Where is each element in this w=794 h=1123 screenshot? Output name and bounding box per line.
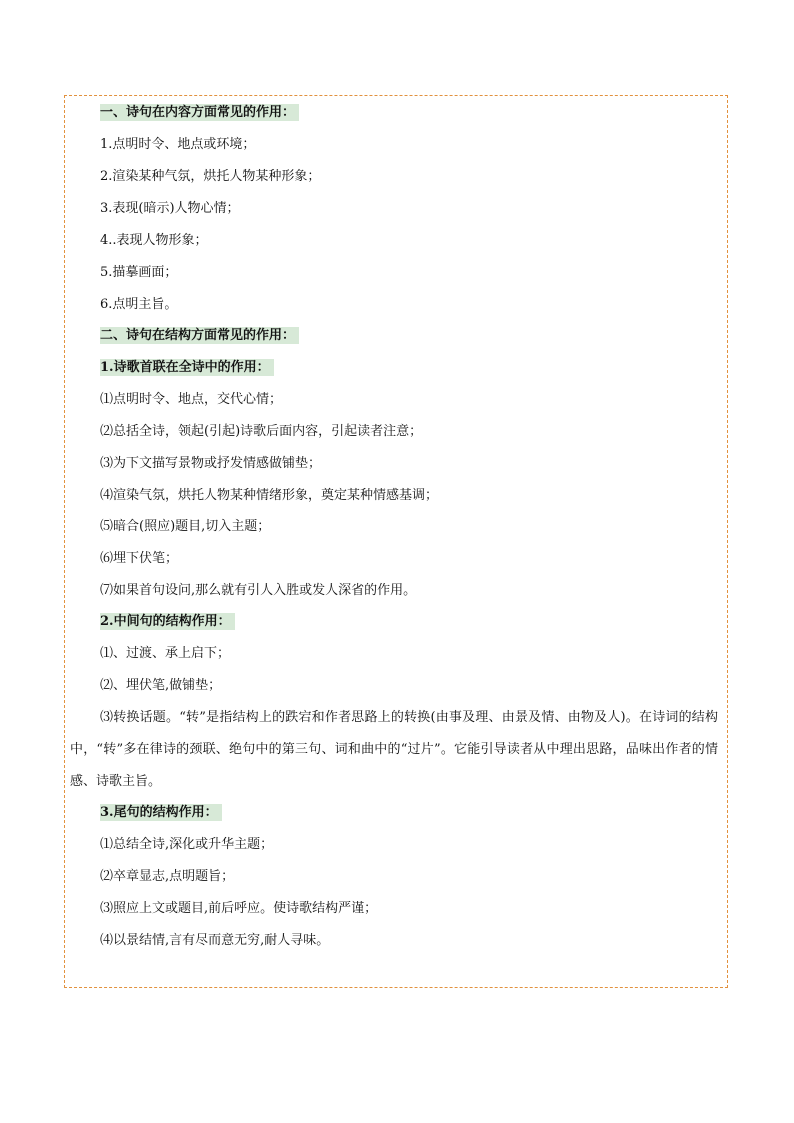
- sub3-heading: 3.尾句的结构作用：: [100, 804, 222, 822]
- sub1-item-3: ⑶为下文描写景物或抒发情感做铺垫；: [100, 456, 322, 471]
- sub1-item-5: ⑸暗合(照应)题目,切入主题；: [100, 519, 271, 534]
- sub2-heading: 2.中间句的结构作用：: [100, 613, 235, 631]
- section1-item-3: 3.表现(暗示)人物心情；: [100, 201, 240, 216]
- sub1-item-6: ⑹埋下伏笔；: [100, 551, 179, 566]
- section1-item-2: 2.渲染某种气氛，烘托人物某种形象；: [100, 169, 321, 184]
- sub3-item-3: ⑶照应上文或题目,前后呼应。使诗歌结构严谨；: [100, 901, 378, 916]
- sub2-paragraph: ⑶转换话题。“转”是指结构上的跌宕和作者思路上的转换(由事及理、由景及情、由物及人)。在诗词的结构中，“转”多在律诗的颈联、绝句中的第三句、词和曲中的“过片”。它能引导读者从中理出思路，品味出作者的情感、诗歌主旨。: [70, 710, 718, 789]
- section2-heading: 二、诗句在结构方面常见的作用：: [100, 327, 299, 345]
- sub3-item-2: ⑵卒章显志,点明题旨；: [100, 869, 235, 884]
- sub1-heading: 1.诗歌首联在全诗中的作用：: [100, 359, 274, 377]
- sub1-item-7: ⑺如果首句设问,那么就有引人入胜或发人深省的作用。: [100, 583, 417, 598]
- sub1-item-4: ⑷渲染气氛，烘托人物某种情绪形象，奠定某种情感基调；: [100, 488, 439, 503]
- sub2-item-2: ⑵、埋伏笔,做铺垫；: [100, 678, 222, 693]
- sub1-item-2: ⑵总括全诗，领起(引起)诗歌后面内容，引起读者注意；: [100, 424, 423, 439]
- section1-item-6: 6.点明主旨。: [100, 297, 178, 312]
- content-frame: [64, 95, 728, 988]
- sub1-item-1: ⑴点明时令、地点，交代心情；: [100, 392, 283, 407]
- section1-heading: 一、诗句在内容方面常见的作用：: [100, 104, 299, 122]
- section1-item-4: 4..表现人物形象；: [100, 233, 208, 248]
- sub3-item-1: ⑴总结全诗,深化或升华主题；: [100, 837, 274, 852]
- section1-item-5: 5.描摹画面；: [100, 265, 178, 280]
- sub2-item-1: ⑴、过渡、承上启下；: [100, 646, 231, 661]
- sub3-item-4: ⑷以景结情,言有尽而意无穷,耐人寻味。: [100, 933, 330, 948]
- section1-item-1: 1.点明时令、地点或环境；: [100, 137, 256, 152]
